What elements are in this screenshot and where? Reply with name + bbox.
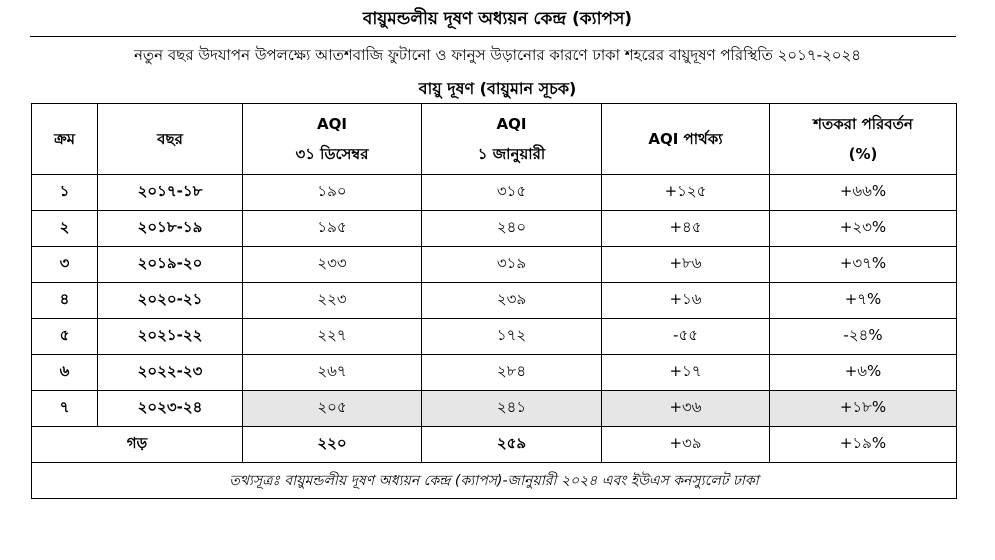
cell-aqi-jan: ২৪০ [422, 211, 602, 247]
cell-aqi-dec: ১৯৫ [243, 211, 422, 247]
cell-average-label: গড় [32, 427, 243, 463]
table-row [32, 211, 957, 247]
cell-pct: +৭% [770, 283, 957, 319]
cell-diff: +৪৫ [602, 211, 770, 247]
cell-aqi-jan: ২৮৪ [422, 355, 602, 391]
cell-average-aqi-jan: ২৫৯ [422, 427, 602, 463]
cell-aqi-jan: ৩১৯ [422, 247, 602, 283]
cell-pct: +৬৬% [770, 175, 957, 211]
table-row [32, 391, 957, 427]
cell-diff: +১২৫ [602, 175, 770, 211]
cell-pct: +২৩% [770, 211, 957, 247]
cell-serial: ২ [32, 211, 98, 247]
cell-year: ২০২৩-২৪ [98, 391, 243, 427]
document-title: বায়ুমন্ডলীয় দূষণ অধ্যয়ন কেন্দ্র (ক্যাপস) [362, 9, 633, 29]
cell-diff: +১৬ [602, 283, 770, 319]
cell-pct: -২৪% [770, 319, 957, 355]
title-divider [30, 36, 956, 37]
cell-year: ২০১৮-১৯ [98, 211, 243, 247]
table-row [32, 247, 957, 283]
col-header-serial: ক্রম [32, 104, 98, 175]
source-row [32, 463, 957, 499]
col-header-diff: AQI পার্থক্য [602, 104, 770, 175]
cell-aqi-dec: ২২৭ [243, 319, 422, 355]
cell-diff: +১৭ [602, 355, 770, 391]
cell-aqi-jan: ২৪১ [422, 391, 602, 427]
cell-aqi-dec: ২০৫ [243, 391, 422, 427]
cell-serial: ৪ [32, 283, 98, 319]
col-header-aqi-jan-line2: ১ জানুয়ারী [477, 145, 546, 163]
cell-year: ২০২১-২২ [98, 319, 243, 355]
average-row [32, 427, 957, 463]
table-header-row [32, 104, 957, 175]
table-row [32, 355, 957, 391]
col-header-aqi-dec [243, 104, 422, 175]
cell-year: ২০১৭-১৮ [98, 175, 243, 211]
col-header-pct-line1: শতকরা পরিবর্তন [813, 115, 913, 133]
cell-aqi-jan: ২৩৯ [422, 283, 602, 319]
cell-aqi-dec: ২২৩ [243, 283, 422, 319]
cell-average-aqi-dec: ২২০ [243, 427, 422, 463]
cell-aqi-dec: ২৩৩ [243, 247, 422, 283]
table-row [32, 319, 957, 355]
cell-diff: -৫৫ [602, 319, 770, 355]
cell-aqi-jan: ১৭২ [422, 319, 602, 355]
cell-aqi-jan: ৩১৫ [422, 175, 602, 211]
table-row [32, 175, 957, 211]
cell-year: ২০১৯-২০ [98, 247, 243, 283]
aqi-table [31, 103, 957, 499]
cell-serial: ৫ [32, 319, 98, 355]
cell-average-pct: +১৯% [770, 427, 957, 463]
cell-year: ২০২০-২১ [98, 283, 243, 319]
document-subtitle: নতুন বছর উদযাপন উপলক্ষ্যে আতশবাজি ফুটানো ও ফানুস উড়ানোর কারণে ঢাকা শহরের বায়ুদূষণ পরিস্থিতি ২০১৭-২০২৪ [133, 46, 862, 64]
cell-pct: +৩৭% [770, 247, 957, 283]
cell-pct: +৬% [770, 355, 957, 391]
cell-diff: +৮৬ [602, 247, 770, 283]
cell-aqi-dec: ১৯০ [243, 175, 422, 211]
source-note: তথ্যসূত্রঃ বায়ুমন্ডলীয় দূষণ অধ্যয়ন কেন্দ্র (ক্যাপস)-জানুয়ারী ২০২৪ এবং ইউএস কনস্যুলেট ঢাকা [32, 463, 957, 499]
cell-serial: ৩ [32, 247, 98, 283]
col-header-year: বছর [98, 104, 243, 175]
col-header-aqi-jan [422, 104, 602, 175]
cell-serial: ৬ [32, 355, 98, 391]
cell-serial: ৭ [32, 391, 98, 427]
cell-average-diff: +৩৯ [602, 427, 770, 463]
table-heading: বায়ু দূষণ (বায়ুমান সূচক) [418, 79, 577, 98]
cell-diff: +৩৬ [602, 391, 770, 427]
cell-pct: +১৮% [770, 391, 957, 427]
cell-serial: ১ [32, 175, 98, 211]
col-header-aqi-dec-line2: ৩১ ডিসেম্বর [295, 145, 369, 163]
cell-aqi-dec: ২৬৭ [243, 355, 422, 391]
col-header-aqi-jan-line1: AQI [496, 115, 527, 133]
col-header-pct-line2: (%) [848, 145, 878, 163]
table-row [32, 283, 957, 319]
cell-year: ২০২২-২৩ [98, 355, 243, 391]
col-header-aqi-dec-line1: AQI [317, 115, 347, 133]
col-header-pct [770, 104, 957, 175]
